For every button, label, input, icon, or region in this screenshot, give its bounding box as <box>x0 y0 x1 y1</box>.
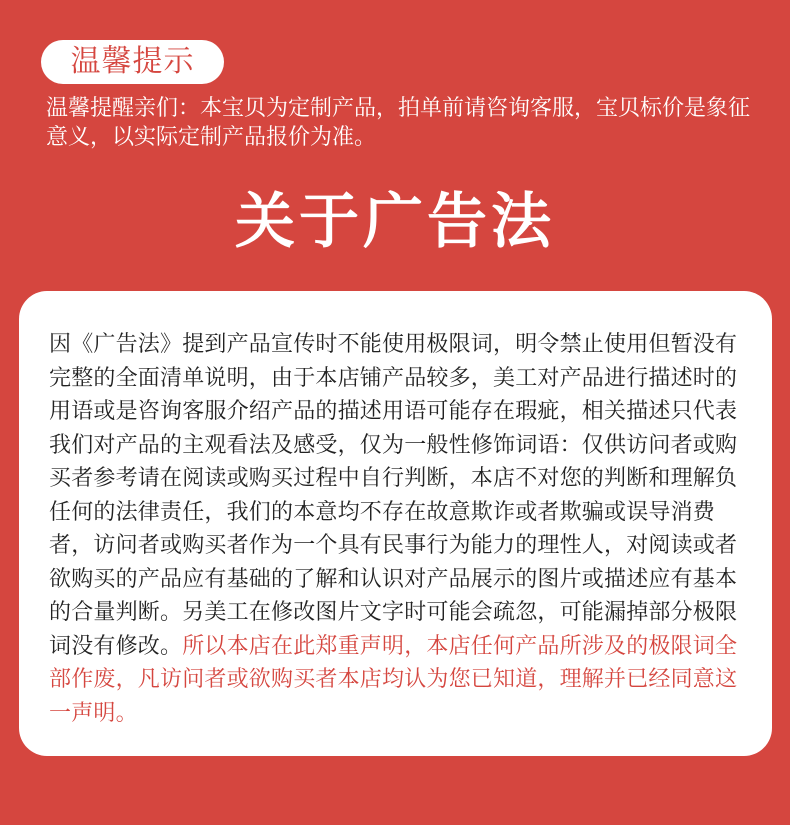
warm-tip-badge <box>41 40 224 84</box>
disclaimer-body: 因《广告法》提到产品宣传时不能使用极限词，明令禁止使用但暂没有完整的全面清单说明，由于本店铺产品较多，美工对产品进行描述时的用语或是咨询客服介绍产品的描述用语可能存在瑕疵，相关描述只代表我们对产品的主观看法及感受，仅为一般性修饰词语：仅供访问者或购买者参考请在阅读或购买过程中自行判断，本店不对您的判断和理解负任何的法律责任，我们的本意均不存在故意欺诈或者欺骗或误导消费者，访问者或购买者作为一个具有民事行为能力的理性人，对阅读或者欲购买的产品应有基础的了解和认识对产品展示的图片或描述应有基本的合量判断。另美工在修改图片文字时可能会疏忽，可能漏掉部分极限词没有修改。 <box>49 332 738 659</box>
disclaimer-text <box>49 328 749 730</box>
custom-product-notice: 温馨提醒亲们：本宝贝为定制产品，拍单前请咨询客服，宝贝标价是象征意义，以实际定制产品报价为准。 <box>46 96 751 150</box>
advertising-law-card <box>19 291 772 756</box>
page-title: 关于广告法 <box>235 187 555 257</box>
disclaimer-declaration: 所以本店在此郑重声明，本店任何产品所涉及的极限词全部作废，凡访问者或欲购买者本店均认为您已知道，理解并已经同意这一声明。 <box>49 633 738 726</box>
warm-tip-badge-label: 温馨提示 <box>70 44 195 79</box>
